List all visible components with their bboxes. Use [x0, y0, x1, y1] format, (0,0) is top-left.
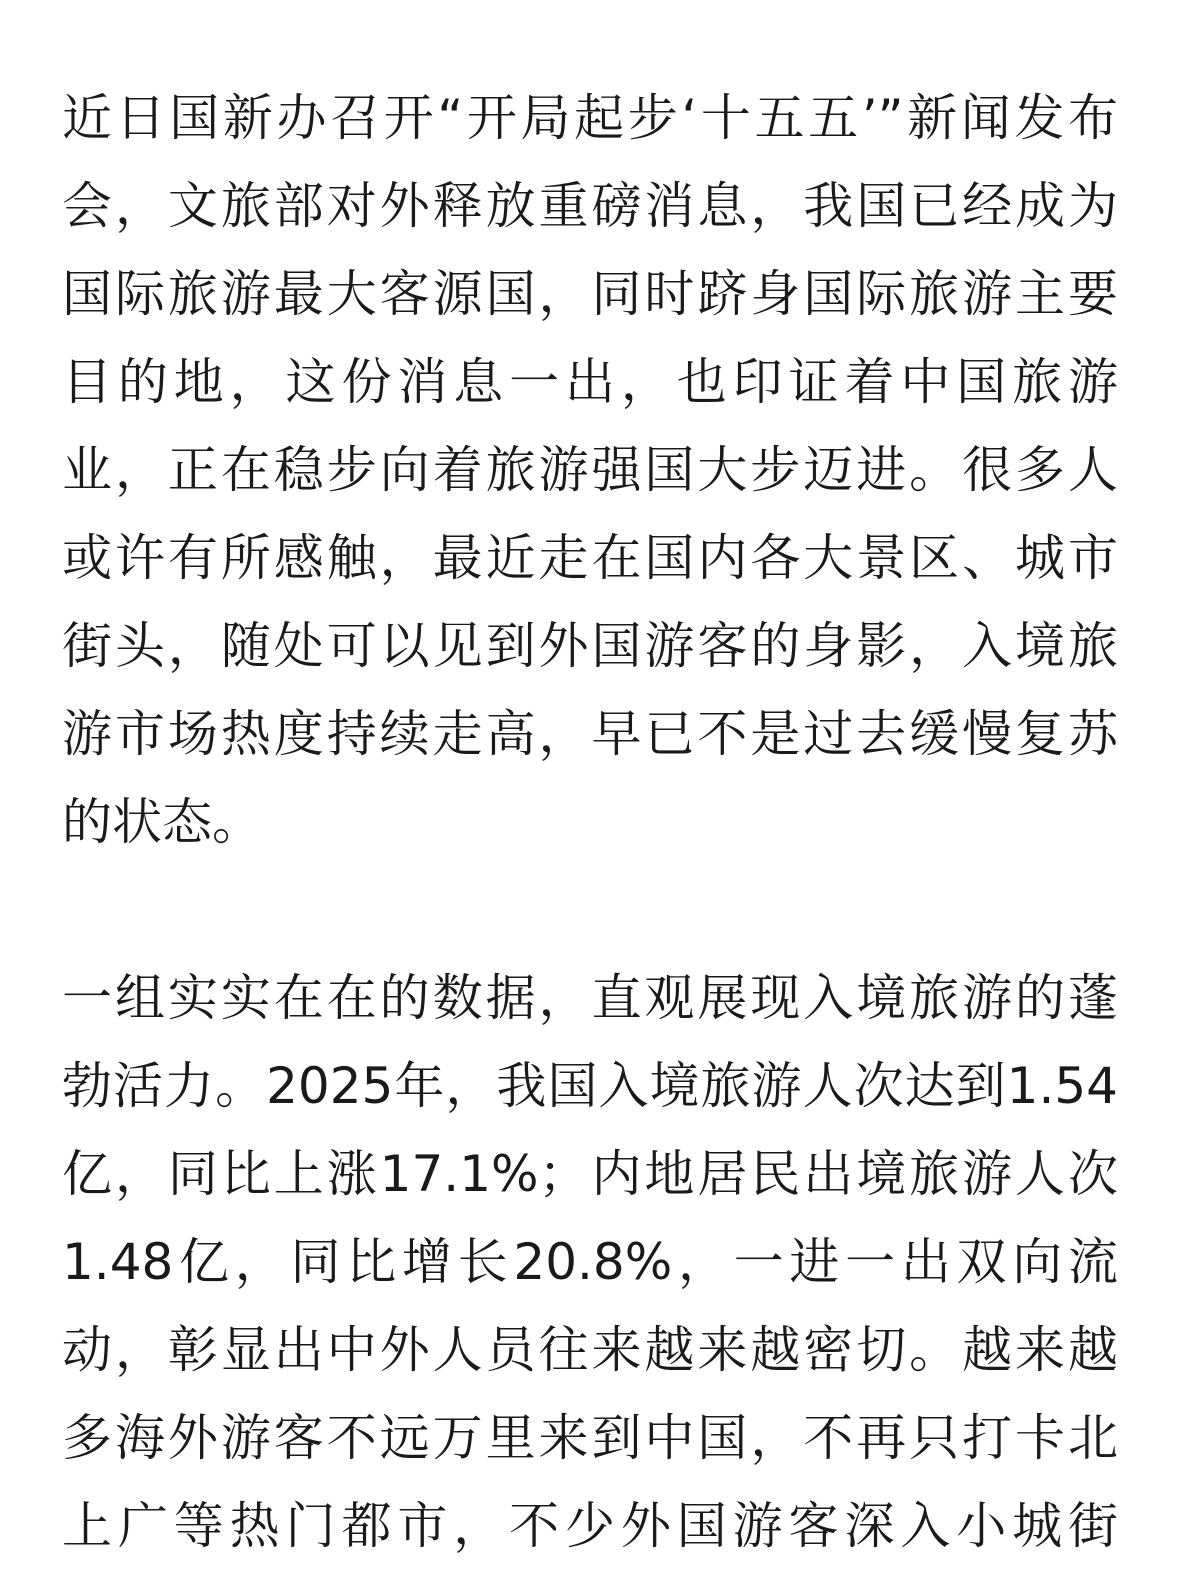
text-line: 动，彰显出中外人员往来越来越密切。越来越 — [62, 1321, 1118, 1379]
text-line: 勃活力。2025年，我国入境旅游人次达到1.54 — [62, 1057, 1118, 1115]
text-line: 近日国新办召开“开局起步‘十五五’”新闻发布 — [62, 89, 1118, 147]
text-line: 一组实实在在的数据，直观展现入境旅游的蓬 — [62, 969, 1118, 1027]
text-line: 多海外游客不远万里来到中国，不再只打卡北 — [62, 1409, 1118, 1467]
text-line: 上广等热门都市，不少外国游客深入小城街 — [62, 1497, 1118, 1555]
text-line: 业，正在稳步向着旅游强国大步迈进。很多人 — [62, 441, 1118, 499]
paragraph-1 — [62, 74, 1118, 866]
text-line: 亿，同比上涨17.1%；内地居民出境旅游人次 — [62, 1145, 1118, 1203]
text-line: 会，文旅部对外释放重磅消息，我国已经成为 — [62, 177, 1118, 235]
paragraph-2 — [62, 954, 1118, 1570]
text-line: 或许有所感触，最近走在国内各大景区、城市 — [62, 529, 1118, 587]
text-line: 游市场热度持续走高，早已不是过去缓慢复苏 — [62, 705, 1118, 763]
text-line: 目的地，这份消息一出，也印证着中国旅游 — [62, 353, 1118, 411]
text-line: 街头，随处可以见到外国游客的身影，入境旅 — [62, 617, 1118, 675]
article-body — [62, 74, 1118, 1570]
paragraph-spacer — [62, 866, 1118, 954]
text-line: 国际旅游最大客源国，同时跻身国际旅游主要 — [62, 265, 1118, 323]
text-line: 1.48亿，同比增长20.8%，一进一出双向流 — [62, 1233, 1118, 1291]
text-line: 的状态。 — [62, 793, 262, 851]
